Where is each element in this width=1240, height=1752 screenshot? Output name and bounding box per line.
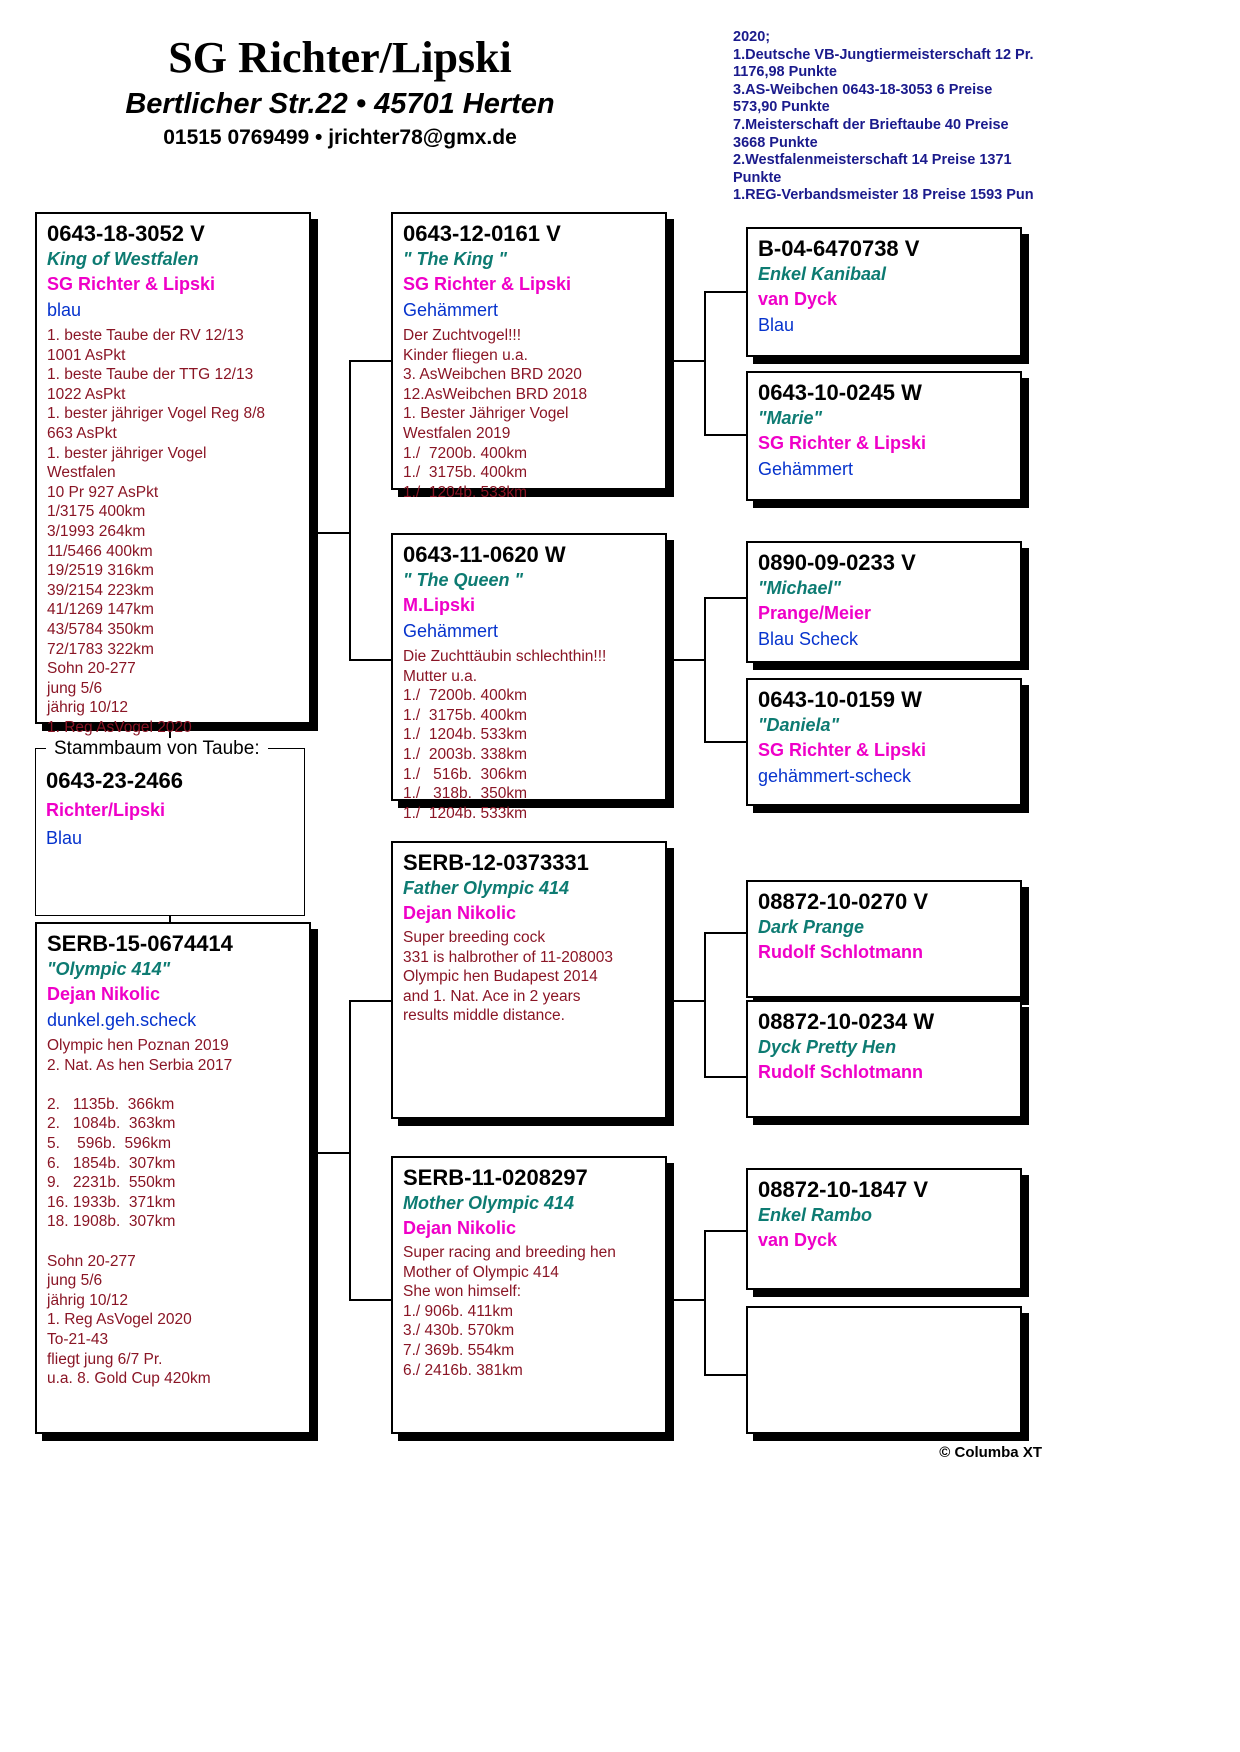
owner-name: van Dyck	[758, 1230, 838, 1250]
pigeon-name: Enkel Kanibaal	[758, 264, 887, 284]
pedigree-box-sire-dam[interactable]	[391, 533, 667, 822]
detail-line: jährig 10/12	[47, 1291, 129, 1309]
pedigree-box-gp8[interactable]	[746, 1306, 1022, 1434]
detail-line: 2. 1084b. 363km	[47, 1115, 176, 1133]
detail-line: 5. 596b. 596km	[47, 1134, 172, 1152]
detail-line: Olympic hen Budapest 2014	[403, 968, 598, 986]
connector-line	[664, 659, 706, 661]
owner-name: Rudolf Schlotmann	[758, 1062, 923, 1082]
detail-line: 1./ 1204b. 533km	[403, 483, 528, 501]
detail-line: Super racing and breeding hen	[403, 1244, 616, 1261]
software-credit: © Columba XT	[939, 1444, 1042, 1461]
detail-line: 1./ 1204b. 533km	[403, 804, 528, 822]
plumage-color: Gehämmert	[758, 459, 854, 479]
pigeon-name: "Daniela"	[758, 715, 840, 735]
detail-line: 1022 AsPkt	[47, 385, 126, 403]
pedigree-box-gp2[interactable]	[746, 371, 1022, 501]
connector-line	[311, 1152, 351, 1154]
detail-line: 7./ 369b. 554km	[403, 1341, 515, 1359]
detail-line: 72/1783 322km	[47, 640, 154, 658]
pedigree-box-dam-sire[interactable]	[391, 841, 667, 1119]
detail-line: 16. 1933b. 371km	[47, 1193, 176, 1211]
detail-line: 1. Bester Jähriger Vogel	[403, 405, 569, 423]
ring-number: 08872-10-0234 W	[758, 1009, 935, 1034]
detail-line: 1. beste Taube der RV 12/13	[47, 327, 244, 344]
owner-name: SG Richter & Lipski	[758, 433, 927, 453]
ring-number: 0890-09-0233 V	[758, 550, 916, 575]
detail-line	[47, 1075, 309, 1095]
achievement-line: 573,90 Punkte	[733, 99, 830, 116]
detail-line: Kinder fliegen u.a.	[403, 346, 528, 364]
detail-line: 1. Reg AsVogel 2020	[47, 718, 192, 736]
detail-line: 1. bester jähriger Vogel Reg 8/8	[47, 405, 265, 423]
owner-name: Dejan Nikolic	[403, 903, 517, 923]
subject-owner-name: Richter/Lipski	[46, 800, 166, 820]
pigeon-name: "Olympic 414"	[47, 959, 171, 979]
connector-line	[704, 1374, 746, 1376]
pigeon-name: Mother Olympic 414	[403, 1193, 575, 1213]
plumage-color: Gehämmert	[403, 621, 499, 641]
pigeon-name: Enkel Rambo	[758, 1205, 873, 1225]
owner-name: Dejan Nikolic	[403, 1218, 517, 1238]
detail-line: 19/2519 316km	[47, 562, 154, 580]
connector-line	[349, 1000, 391, 1002]
ring-number: B-04-6470738 V	[758, 236, 920, 261]
detail-line: 663 AsPkt	[47, 424, 117, 442]
detail-line: 1/3175 400km	[47, 503, 146, 521]
pedigree-box-dam-dam[interactable]	[391, 1156, 667, 1434]
detail-line: 3. AsWeibchen BRD 2020	[403, 366, 582, 384]
owner-name: van Dyck	[758, 289, 838, 309]
details-list	[403, 926, 665, 1026]
loft-contact: 01515 0769499 • jrichter78@gmx.de	[163, 126, 517, 149]
ring-number: 0643-11-0620 W	[403, 542, 566, 567]
pigeon-name: King of Westfalen	[47, 249, 199, 269]
detail-line: u.a. 8. Gold Cup 420km	[47, 1370, 211, 1388]
detail-line: 1./ 7200b. 400km	[403, 444, 528, 462]
owner-name: SG Richter & Lipski	[47, 274, 216, 294]
owner-name: Prange/Meier	[758, 603, 872, 623]
loft-address: Bertlicher Str.22 • 45701 Herten	[125, 88, 555, 120]
detail-line: 1./ 1204b. 533km	[403, 726, 528, 744]
pigeon-name: "Michael"	[758, 578, 842, 598]
plumage-color: Gehämmert	[403, 300, 499, 320]
detail-line: 1001 AsPkt	[47, 346, 126, 364]
ring-number: 08872-10-1847 V	[758, 1177, 929, 1202]
pigeon-name: " The King "	[403, 249, 508, 269]
plumage-color: gehämmert-scheck	[758, 766, 912, 786]
pedigree-box-gp3[interactable]	[746, 541, 1022, 663]
detail-line: 3./ 430b. 570km	[403, 1322, 515, 1340]
document-header	[0, 0, 1240, 210]
detail-line: 1./ 2003b. 338km	[403, 745, 528, 763]
detail-line: and 1. Nat. Ace in 2 years	[403, 987, 581, 1005]
pedigree-box-gp6[interactable]	[746, 1000, 1022, 1118]
connector-line	[311, 532, 351, 534]
detail-line: 1./ 7200b. 400km	[403, 687, 528, 705]
detail-line	[47, 1232, 309, 1252]
achievement-line: 2.Westfalenmeisterschaft 14 Preise 1371	[733, 152, 1012, 169]
connector-line	[704, 291, 706, 436]
owner-name: SG Richter & Lipski	[758, 740, 927, 760]
detail-line: Sohn 20-277	[47, 1252, 136, 1270]
ring-number: SERB-11-0208297	[403, 1165, 588, 1190]
detail-line: results middle distance.	[403, 1007, 565, 1025]
ring-number: SERB-12-0373331	[403, 850, 589, 875]
pigeon-name: " The Queen "	[403, 570, 524, 590]
detail-line: 12.AsWeibchen BRD 2018	[403, 385, 588, 403]
connector-line	[349, 659, 391, 661]
ring-number: 0643-10-0159 W	[758, 687, 922, 712]
detail-line: Mutter u.a.	[403, 667, 478, 685]
connector-line	[664, 1299, 706, 1301]
detail-line: 2. 1135b. 366km	[47, 1095, 175, 1113]
plumage-color: Blau Scheck	[758, 629, 859, 649]
detail-line: Mother of Olympic 414	[403, 1263, 559, 1281]
pigeon-name: Dyck Pretty Hen	[758, 1037, 897, 1057]
detail-line: 1./ 3175b. 400km	[403, 464, 528, 482]
subject-plumage-color: Blau	[46, 828, 83, 848]
pedigree-box-sire-sire[interactable]	[391, 212, 667, 501]
detail-line: Der Zuchtvogel!!!	[403, 327, 522, 344]
detail-line: 2. Nat. As hen Serbia 2017	[47, 1056, 233, 1074]
detail-line: fliegt jung 6/7 Pr.	[47, 1350, 163, 1368]
detail-line: 43/5784 350km	[47, 620, 154, 638]
detail-line: 1. beste Taube der TTG 12/13	[47, 366, 254, 384]
detail-line: 1./ 906b. 411km	[403, 1302, 514, 1320]
pedigree-box-gp1[interactable]	[746, 227, 1022, 357]
detail-line: She won himself:	[403, 1283, 522, 1301]
details-list	[403, 1241, 665, 1380]
detail-line: jung 5/6	[47, 679, 103, 697]
detail-line: 1./ 3175b. 400km	[403, 706, 528, 724]
connector-line	[704, 1230, 706, 1376]
ring-number: 0643-18-3052 V	[47, 221, 205, 246]
detail-line: jung 5/6	[47, 1272, 103, 1290]
plumage-color: dunkel.geh.scheck	[47, 1010, 197, 1030]
detail-line: 11/5466 400km	[47, 542, 153, 560]
connector-line	[704, 597, 706, 743]
detail-line: To-21-43	[47, 1330, 109, 1348]
detail-line: Olympic hen Poznan 2019	[47, 1037, 229, 1054]
pigeon-name: "Marie"	[758, 408, 823, 428]
plumage-color: Blau	[758, 315, 795, 335]
detail-line: Die Zuchttäubin schlechthin!!!	[403, 648, 607, 665]
achievement-line: 1.REG-Verbandsmeister 18 Preise 1593 Pun	[733, 187, 1034, 204]
achievement-line: 2020;	[733, 29, 771, 45]
owner-name: M.Lipski	[403, 595, 476, 615]
pedigree-box-gp7[interactable]	[746, 1168, 1022, 1290]
detail-line: jährig 10/12	[47, 699, 129, 717]
connector-line	[349, 360, 391, 362]
owner-name: SG Richter & Lipski	[403, 274, 572, 294]
achievement-line: Punkte	[733, 169, 782, 186]
detail-line: Westfalen	[47, 464, 116, 482]
subject-frame-label: Stammbaum von Taube:	[46, 738, 268, 760]
achievements-list	[733, 29, 1063, 205]
achievement-line: 7.Meisterschaft der Brieftaube 40 Preise	[733, 116, 1009, 133]
connector-line	[704, 1230, 746, 1232]
achievement-line: 1176,98 Punkte	[733, 64, 837, 81]
connector-line	[704, 291, 746, 293]
detail-line: 1. Reg AsVogel 2020	[47, 1311, 192, 1329]
detail-line: 41/1269 147km	[47, 601, 154, 619]
loft-title: SG Richter/Lipski	[168, 33, 512, 82]
detail-line: 39/2154 223km	[47, 581, 154, 599]
detail-line: 18. 1908b. 307km	[47, 1213, 176, 1231]
details-list	[403, 645, 665, 823]
pedigree-box-dam[interactable]	[35, 922, 311, 1434]
connector-line	[704, 932, 706, 1078]
connector-line	[704, 434, 746, 436]
details-list	[47, 324, 309, 737]
connector-line	[349, 360, 351, 660]
owner-name: Dejan Nikolic	[47, 984, 161, 1004]
connector-line	[704, 597, 746, 599]
detail-line: 1./ 318b. 350km	[403, 785, 528, 803]
achievement-line: 1.Deutsche VB-Jungtiermeisterschaft 12 Pr.	[733, 46, 1034, 63]
detail-line: 331 is halbrother of 11-208003	[403, 948, 613, 966]
detail-line: 6./ 2416b. 381km	[403, 1361, 523, 1379]
connector-line	[704, 741, 746, 743]
detail-line: Sohn 20-277	[47, 660, 136, 678]
detail-line: 1. bester jähriger Vogel	[47, 444, 207, 462]
pedigree-box-sire[interactable]	[35, 212, 311, 736]
connector-line	[704, 932, 746, 934]
pigeon-name: Father Olympic 414	[403, 878, 570, 898]
ring-number: 08872-10-0270 V	[758, 889, 929, 914]
detail-line: Super breeding cock	[403, 929, 546, 946]
plumage-color: blau	[47, 300, 82, 320]
subject-ring-number: 0643-23-2466	[46, 768, 184, 793]
detail-line: 3/1993 264km	[47, 522, 146, 540]
connector-line	[349, 1000, 351, 1300]
detail-line: 1./ 516b. 306km	[403, 765, 528, 783]
ring-number: 0643-12-0161 V	[403, 221, 561, 246]
ring-number: SERB-15-0674414	[47, 931, 233, 956]
pigeon-name: Dark Prange	[758, 917, 865, 937]
connector-line	[349, 1299, 391, 1301]
pedigree-box-gp4[interactable]	[746, 678, 1022, 806]
connector-line	[664, 1000, 706, 1002]
ring-number: 0643-10-0245 W	[758, 380, 922, 405]
details-list	[403, 324, 665, 502]
detail-line: 9. 2231b. 550km	[47, 1174, 176, 1192]
detail-line: 6. 1854b. 307km	[47, 1154, 176, 1172]
owner-name: Rudolf Schlotmann	[758, 942, 923, 962]
detail-line: Westfalen 2019	[403, 424, 511, 442]
connector-line	[704, 1076, 746, 1078]
details-list	[47, 1034, 309, 1389]
achievement-line: 3668 Punkte	[733, 134, 818, 151]
achievement-line: 3.AS-Weibchen 0643-18-3053 6 Preise	[733, 81, 993, 98]
connector-line	[664, 360, 706, 362]
detail-line: 10 Pr 927 AsPkt	[47, 483, 159, 501]
pedigree-box-gp5[interactable]	[746, 880, 1022, 998]
